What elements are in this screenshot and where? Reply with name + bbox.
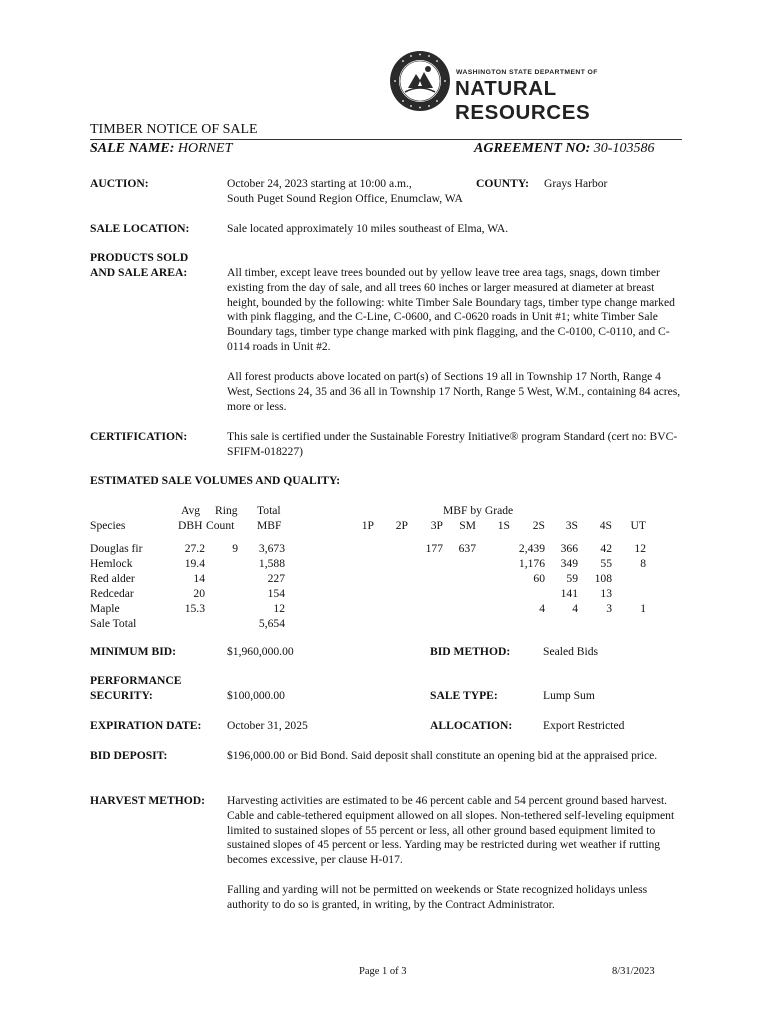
grade-header-1s: 1S [497,519,510,532]
org-name: NATURAL RESOURCES [455,77,591,124]
grade-cell: 55 [600,557,612,570]
products-label-1: PRODUCTS SOLD [90,251,189,264]
sale-name [90,141,232,157]
grade-cell: 4 [572,602,578,615]
document-title: TIMBER NOTICE OF SALE [90,122,258,137]
auction-date: October 24, 2023 starting at 10:00 a.m., [227,177,412,190]
total-mbf-cell: 154 [267,587,285,600]
grade-cell: 108 [594,572,612,585]
allocation-value: Export Restricted [543,719,625,732]
performance-value: $100,000.00 [227,689,285,702]
head-count: Count [206,519,235,532]
performance-label-2: SECURITY: [90,689,153,702]
species-cell: Douglas fir [90,542,143,555]
volume-table [0,541,770,631]
grade-cell: 177 [425,542,443,555]
species-cell: Redcedar [90,587,134,600]
department-name: WASHINGTON STATE DEPARTMENT OF [456,69,598,76]
certification-label: CERTIFICATION: [90,430,188,443]
total-mbf-cell: 1,588 [258,557,285,570]
grade-cell: 59 [566,572,578,585]
grade-cell: 13 [600,587,612,600]
min-bid-value: $1,960,000.00 [227,645,294,658]
sale-type-label: SALE TYPE: [430,689,498,702]
min-bid-label: MINIMUM BID: [90,645,176,658]
products-location: All forest products above located on part(s) of Sections 19 all in Township 17 North, Range 4 West, Sections 24, 35 and 36 all in Township 17 North, Range 5 West, W.M., containing 84 acres, more or less. [227,370,681,413]
species-cell: Red alder [90,572,135,585]
harvest-method-label: HARVEST METHOD: [90,794,206,807]
grade-cell: 366 [560,542,578,555]
agreement-value: 30-103586 [593,141,655,156]
performance-label-1: PERFORMANCE [90,674,182,687]
head-ring: Ring [215,504,238,517]
grade-cell: 141 [560,587,578,600]
sale-name-value: HORNET [177,141,233,156]
grade-header-4s: 4S [599,519,612,532]
grade-header-3p: 3P [430,519,443,532]
dbh-cell: 20 [193,587,205,600]
total-mbf-cell: 5,654 [258,617,285,630]
harvest-restriction-text: Falling and yarding will not be permitted on weekends or State recognized holidays unless authority to do so is granted, in writing, by the Contract Administrator. [227,883,648,911]
bid-deposit-text: $196,000.00 or Bid Bond. Said deposit shall constitute an opening bid at the appraised price. [227,749,658,762]
dbh-cell: 15.3 [184,602,205,615]
head-mbf-by-grade: MBF by Grade [443,504,514,517]
species-cell: Maple [90,602,120,615]
dnr-seal-icon [389,50,451,112]
grade-cell: 1 [640,602,646,615]
harvest-method-text: Harvesting activities are estimated to be 46 percent cable and 54 percent ground based harvest. Cable and cable-tethered equipment allowed on all slopes. Non-tethered self-leveling equipment limited to sustained slopes of 55 percent or less, all other ground based equipment limited to sustained slopes of 45 percent or less. Yarding may be restricted during wet weather if rutting becomes excessive, per clause H-017. [227,794,675,867]
grade-cell: 4 [539,602,545,615]
grade-cell: 349 [560,557,578,570]
dbh-cell: 19.4 [184,557,205,570]
grade-header-3s: 3S [565,519,578,532]
species-cell: Hemlock [90,557,133,570]
grade-header-sm: SM [459,519,476,532]
bid-deposit-label: BID DEPOSIT: [90,749,168,762]
grade-cell: 8 [640,557,646,570]
bid-method-label: BID METHOD: [430,645,511,658]
head-mbf: MBF [257,519,282,532]
grade-cell: 637 [458,542,476,555]
agreement-label: AGREEMENT NO: [474,141,591,156]
sale-name-label: SALE NAME: [90,141,175,156]
bid-method-value: Sealed Bids [543,645,599,658]
grade-cell: 1,176 [518,557,545,570]
products-label-2: AND SALE AREA: [90,266,188,279]
grade-header-ut: UT [630,519,646,532]
head-species: Species [90,519,126,532]
sale-location-text: Sale located approximately 10 miles southeast of Elma, WA. [227,222,509,235]
grade-header-2s: 2S [532,519,545,532]
grade-header-1p: 1P [361,519,374,532]
head-avg: Avg [181,504,201,517]
footer-date: 8/31/2023 [612,966,655,977]
volumes-heading: ESTIMATED SALE VOLUMES AND QUALITY: [90,474,341,487]
county-label: COUNTY: [476,177,530,190]
title-rule [90,139,682,140]
county-value: Grays Harbor [544,177,608,190]
total-mbf-cell: 12 [273,602,285,615]
species-cell: Sale Total [90,617,137,630]
grade-cell: 42 [600,542,612,555]
page-number: Page 1 of 3 [359,966,407,977]
sale-type-value: Lump Sum [543,689,595,702]
total-mbf-cell: 227 [267,572,285,585]
dnr-logo [389,50,679,124]
head-total: Total [257,504,281,517]
ring-cell: 9 [232,542,238,555]
certification-text: This sale is certified under the Sustainable Forestry Initiative® program Standard (cert no: BVC-SFIFM-018227) [227,430,678,458]
auction-location: South Puget Sound Region Office, Enumclaw, WA [227,192,463,205]
auction-label: AUCTION: [90,177,149,190]
dbh-cell: 14 [193,572,205,585]
expiration-label: EXPIRATION DATE: [90,719,202,732]
grade-cell: 3 [606,602,612,615]
expiration-value: October 31, 2025 [227,719,308,732]
grade-header-2p: 2P [395,519,408,532]
grade-cell: 2,439 [518,542,545,555]
total-mbf-cell: 3,673 [258,542,285,555]
sale-location-label: SALE LOCATION: [90,222,190,235]
grade-cell: 60 [533,572,545,585]
dbh-cell: 27.2 [184,542,205,555]
products-description: All timber, except leave trees bounded out by yellow leave tree area tags, snags, down timber existing from the day of sale, and all trees 60 inches or larger measured at diameter at breast height, bounded by the following: white Timber Sale Boundary tags, timber type change marked with pink flagging, and the C-Line, C-0600, and C-0620 roads in Unit #1; white Timber Sale Boundary tags, timber type change marked with pink flagging, and the C-0100, C-0110, and C-0114 roads in Unit #2. [227,266,675,353]
agreement-number [474,141,654,157]
head-dbh: DBH [178,519,203,532]
allocation-label: ALLOCATION: [430,719,513,732]
grade-cell: 12 [634,542,646,555]
